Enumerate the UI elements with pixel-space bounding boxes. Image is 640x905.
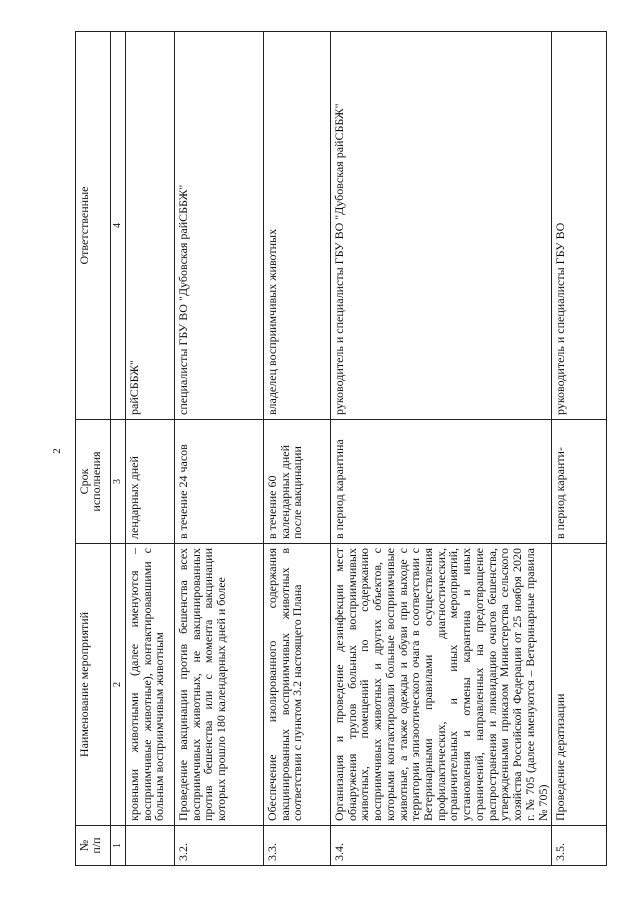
row-responsible: руководитель и специалисты ГБУ ВО xyxy=(552,32,607,420)
row-responsible: владелец восприимчивых животных xyxy=(264,32,331,420)
table-row xyxy=(175,32,264,866)
col-number-2: 2 xyxy=(111,544,126,826)
rotated-table-container xyxy=(75,32,580,866)
row-measure: Проведение дератизации xyxy=(552,544,607,826)
row-number: 3.5. xyxy=(552,826,607,866)
table-header-row xyxy=(76,32,111,866)
header-term: Срок исполнения xyxy=(76,420,111,544)
table-row xyxy=(552,32,607,866)
col-number-3: 3 xyxy=(111,420,126,544)
row-measure: Проведение вакцинации против бешенства всех восприимчивых животных, не вакцинированных против бешенства или с момента вакцинации которых прошло 180 календарных дней и более xyxy=(175,544,264,826)
header-responsible: Ответственные xyxy=(76,32,111,420)
row-number: 3.2. xyxy=(175,826,264,866)
row-number xyxy=(126,826,175,866)
measures-table xyxy=(75,31,607,866)
row-responsible: райСББЖ" xyxy=(126,32,175,420)
row-term: в период каранти- xyxy=(552,420,607,544)
column-number-row xyxy=(111,32,126,866)
row-number: 3.3. xyxy=(264,826,331,866)
table-row xyxy=(126,32,175,866)
header-name: Наименование мероприятий xyxy=(76,544,111,826)
row-term: в течение 24 часов xyxy=(175,420,264,544)
row-term: в период карантина xyxy=(331,420,552,544)
row-measure: Обеспечение изолированного содержания вакцинированных восприимчивых животных в соответствии с пунктом 3.2 настоящего Плана xyxy=(264,544,331,826)
row-responsible: руководитель и специалисты ГБУ ВО "Дубовская райСББЖ" xyxy=(331,32,552,420)
col-number-1: 1 xyxy=(111,826,126,866)
page-number: 2 xyxy=(51,448,63,454)
header-num: № п/п xyxy=(76,826,111,866)
col-number-4: 4 xyxy=(111,32,126,420)
row-responsible: специалисты ГБУ ВО "Дубовская райСББЖ" xyxy=(175,32,264,420)
row-term: лендарных дней xyxy=(126,420,175,544)
row-number: 3.4. xyxy=(331,826,552,866)
table-row xyxy=(331,32,552,866)
row-term: в течение 60 календарных дней после вакцинации xyxy=(264,420,331,544)
row-measure: Организация и проведение дезинфекции мест обнаружения трупов больных восприимчивых животных, помещений по содержанию восприимчивых животных и других объектов, с которыми контактировали больные восприимчивые животные, а также одежды и обуви при выходе с территории эпизоотического очага в соответствии с Ветеринарными правилами осуществления профилактических, диагностических, ограничительных и иных мероприятий, установления и отмены карантина и иных ограничений, направленных на предотвращение распространения и ликвидацию очагов бешенства, утвержденными приказом Министерства сельского хозяйства Российской Федерации от 25 ноября 2020 г. № 705 (далее именуются – Ветеринарные правила № 705) xyxy=(331,544,552,826)
row-measure: кровными животными (далее именуются – восприимчивые животные), контактировавшими с больным восприимчивым животным xyxy=(126,544,175,826)
table-row xyxy=(264,32,331,866)
